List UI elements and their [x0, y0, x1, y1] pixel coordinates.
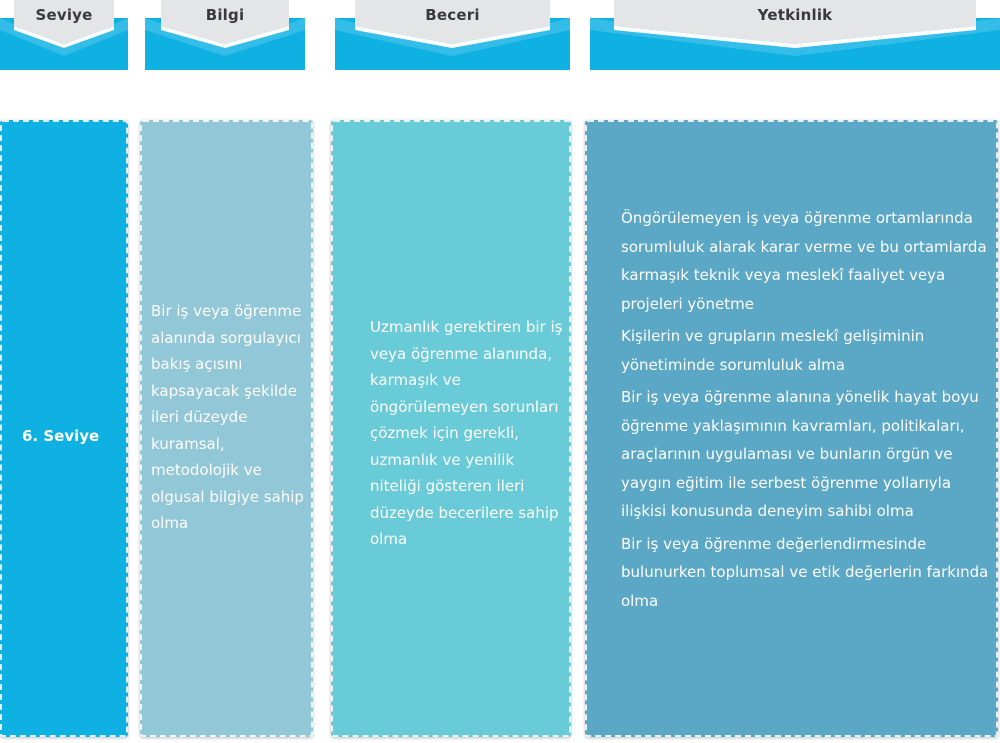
yetkinlik-item: Kişilerin ve grupların meslekî gelişiminin yönetiminde sorumluluk alma — [621, 327, 925, 374]
beceri-description: Uzmanlık gerektiren bir iş veya öğrenme alanında, karmaşık ve öngörülemeyen sorunları çözmek için gerekli, uzmanlık ve yenilik niteliği gösteren ileri düzeyde becerilere sahip olma — [370, 318, 563, 548]
column-seviye — [0, 120, 128, 737]
column-bilgi — [140, 120, 313, 737]
header-beceri — [335, 0, 570, 70]
yetkinlik-item: Bir iş veya öğrenme değerlendirmesinde bulunurken toplumsal ve etik değerlerin farkında olma — [621, 534, 989, 610]
header-yetkinlik — [590, 0, 1000, 70]
header-bilgi — [145, 0, 305, 70]
header-seviye — [0, 0, 128, 70]
yetkinlik-list — [621, 204, 991, 619]
level-label: 6. Seviye — [22, 427, 100, 445]
header-label-yetkinlik: Yetkinlik — [757, 6, 833, 24]
header-label-seviye: Seviye — [35, 6, 93, 24]
yetkinlik-item: Bir iş veya öğrenme alanına yönelik hayat boyu öğrenme yaklaşımının kavramları, politikaları, araçlarının uygulaması ve bunların örgün ve yaygın eğitim ile serbest öğrenme yollarıyla ilişkisi konusunda deneyim sahibi olma — [621, 388, 979, 520]
header-label-beceri: Beceri — [425, 6, 480, 24]
header-label-bilgi: Bilgi — [205, 6, 245, 24]
yetkinlik-item: Öngörülemeyen iş veya öğrenme ortamlarında sorumluluk alarak karar verme ve bu ortamlarda karmaşık teknik veya meslekî faaliyet veya projeleri yönetme — [621, 209, 987, 313]
column-beceri — [331, 120, 571, 737]
column-yetkinlik — [585, 120, 998, 737]
bilgi-description: Bir iş veya öğrenme alanında sorgulayıcı bakış açısını kapsayacak şekilde ileri düzeyde kuramsal, metodolojik ve olgusal bilgiye sahip olma — [151, 302, 304, 532]
